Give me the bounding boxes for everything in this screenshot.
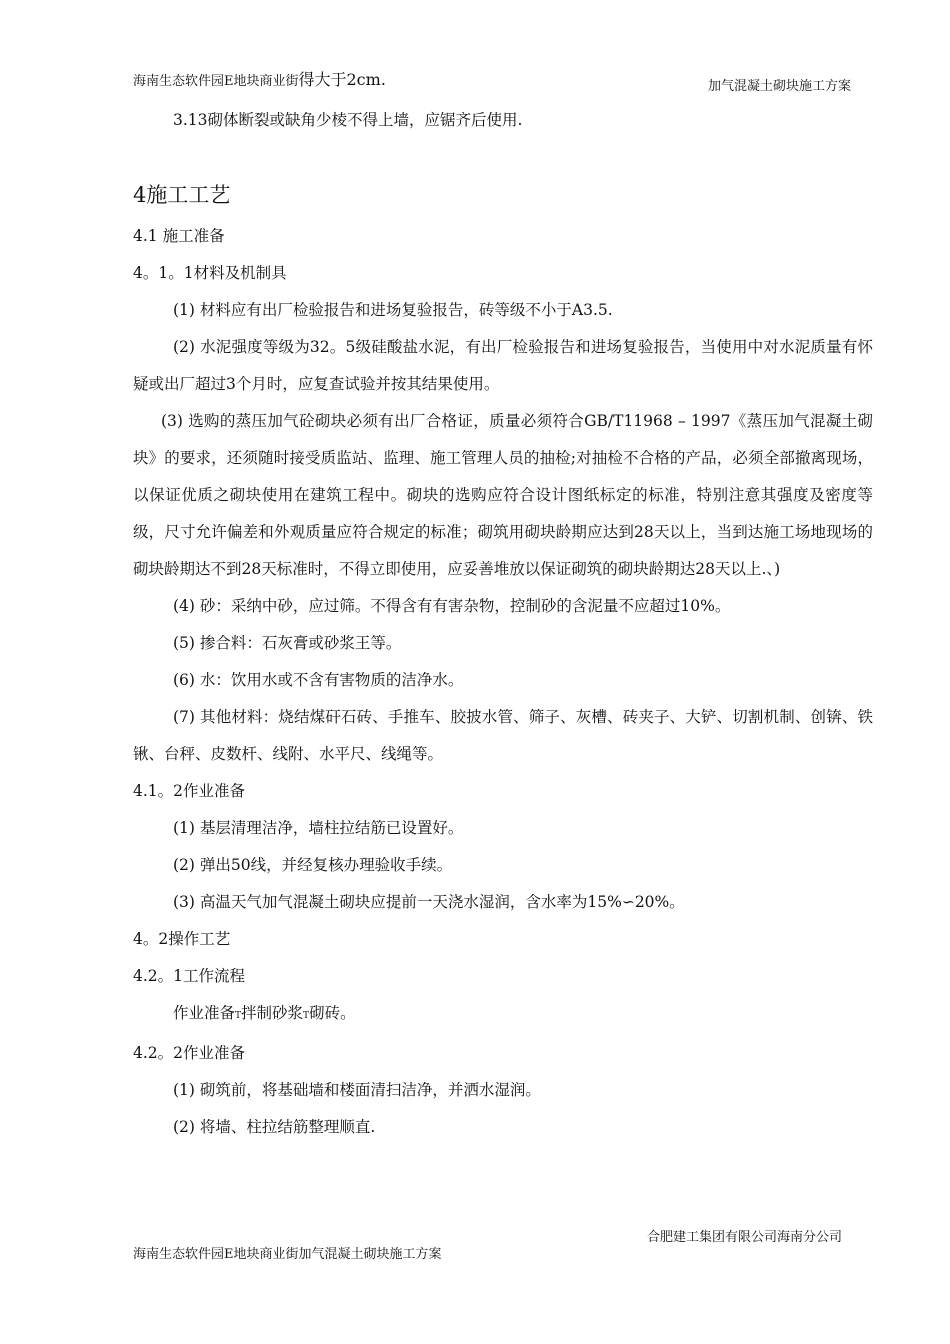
section-heading-4: 4施工工艺 bbox=[133, 183, 231, 207]
work-prep-item-1: (1) 砌筑前，将基础墙和楼面清扫洁净，并洒水湿润。 bbox=[173, 1081, 541, 1099]
work-prep-item-2: (2) 将墙、柱拉结筋整理顺直. bbox=[173, 1118, 376, 1136]
document-body bbox=[133, 102, 873, 1146]
workflow-line bbox=[133, 995, 873, 1035]
header-left bbox=[133, 67, 386, 90]
prep-item-2: (2) 弹出50线，并经复核办理验收手续。 bbox=[173, 856, 453, 874]
heading-4-1-1: 4。1。1材料及机制具 bbox=[133, 264, 287, 282]
material-item-6: (6) 水：饮用水或不含有害物质的洁净水。 bbox=[173, 671, 464, 689]
workflow-step-2: 拌制砂浆 bbox=[241, 1004, 304, 1022]
header-doc-title: 加气混凝土砌块施工方案 bbox=[708, 79, 852, 94]
prep-item-1: (1) 基层清理洁净，墙柱拉结筋已设置好。 bbox=[173, 819, 464, 837]
heading-4-2-2: 4.2。2作业准备 bbox=[133, 1044, 246, 1062]
heading-4-1-2: 4.1。2作业准备 bbox=[133, 782, 246, 800]
footer-doc-title: 海南生态软件园E地块商业街加气混凝土砌块施工方案 bbox=[133, 1247, 442, 1262]
workflow-step-3: 砌砖。 bbox=[309, 1004, 356, 1022]
material-item-7: (7) 其他材料：烧结煤矸石砖、手推车、胶披水管、筛子、灰槽、砖夹子、大铲、切割机制、创锛、铁锹、台秤、皮数杆、线附、水平尺、线绳等。 bbox=[133, 708, 873, 763]
heading-4-2: 4。2操作工艺 bbox=[133, 930, 231, 948]
header-continued-text: 得大于2cm. bbox=[298, 70, 386, 89]
material-item-5: (5) 掺合料：石灰膏或砂浆王等。 bbox=[173, 634, 402, 652]
header-project-name: 海南生态软件园E地块商业街 bbox=[133, 74, 299, 89]
material-item-4: (4) 砂：采纳中砂，应过筛。不得含有有害杂物，控制砂的含泥量不应超过10%。 bbox=[173, 597, 731, 615]
material-item-2: (2) 水泥强度等级为32。5级硅酸盐水泥，有出厂检验报告和进场复验报告，当使用中对水泥质量有怀疑或出厂超过3个月时，应复查试验并按其结果使用。 bbox=[133, 338, 873, 393]
workflow-arrow-2: T bbox=[303, 1011, 310, 1021]
paragraph-3-13: 3.13砌体断裂或缺角少棱不得上墙，应锯齐后使用. bbox=[173, 111, 523, 129]
heading-4-2-1: 4.2。1工作流程 bbox=[133, 967, 246, 985]
footer-company: 合肥建工集团有限公司海南分公司 bbox=[647, 1230, 843, 1245]
prep-item-3: (3) 高温天气加气混凝土砌块应提前一天浇水湿润，含水率为15%∽20%。 bbox=[173, 893, 685, 911]
workflow-arrow-1: T bbox=[235, 1011, 242, 1021]
heading-4-1: 4.1 施工准备 bbox=[133, 227, 225, 245]
material-item-3: (3) 选购的蒸压加气砼砌块必须有出厂合格证，质量必须符合GB/T11968 – 1997《蒸压加气混凝土砌块》的要求，还须随时接受质监站、监理、施工管理人员的抽检;对抽检不合格的产品，必须全部撤离现场，以保证优质之砌块使用在建筑工程中。砌块的选购应符合设计图纸标定的标准，特别注意其强度及密度等级，尺寸允许偏差和外观质量应符合规定的标准；砌筑用砌块龄期应达到28天以上，当到达施工场地现场的砌块龄期达不到28天标准时，不得立即使用，应妥善堆放以保证砌筑的砌块龄期达28天以上.、) bbox=[133, 412, 873, 578]
workflow-step-1: 作业准备 bbox=[173, 1004, 236, 1022]
material-item-1: (1) 材料应有出厂检验报告和进场复验报告，砖等级不小于A3.5. bbox=[173, 301, 613, 319]
